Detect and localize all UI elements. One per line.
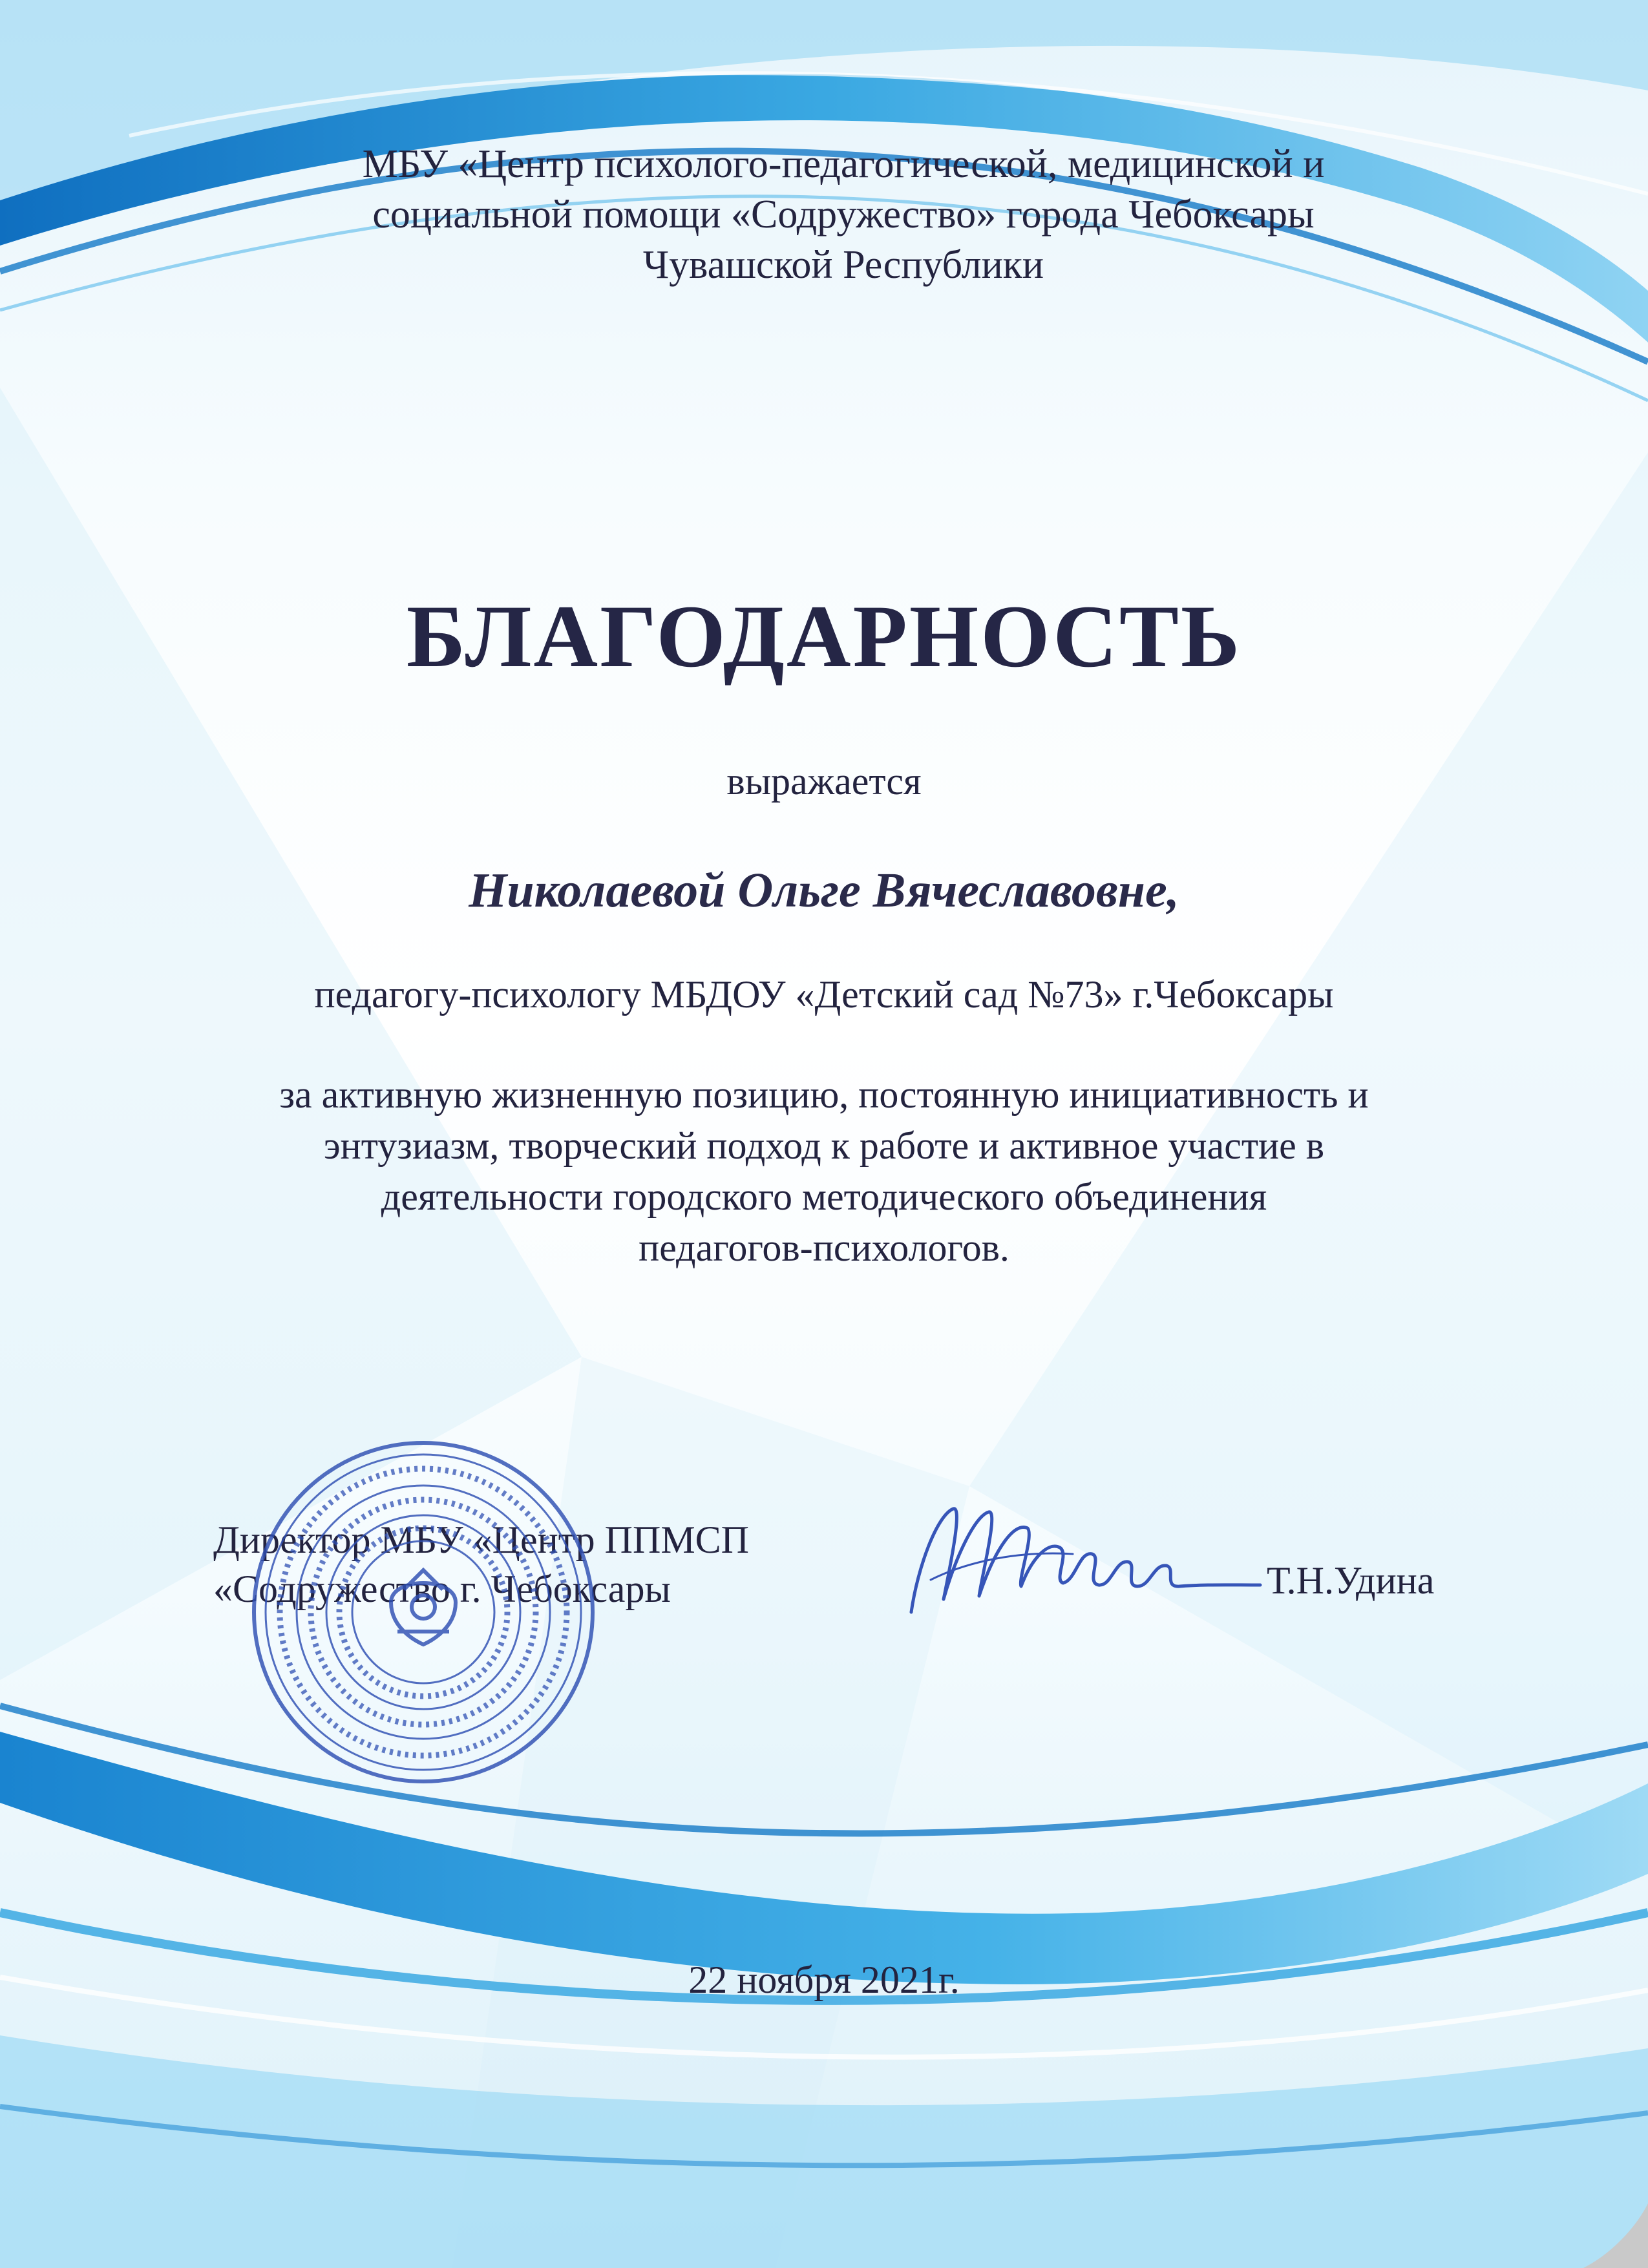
official-stamp-seal: [249, 1438, 598, 1787]
recipient-name: Николаевой Ольге Вячеславовне,: [469, 863, 1179, 918]
reason-line: энтузиазм, творческий подход к работе и активное участие в: [323, 1124, 1325, 1167]
intro-text: выражается: [726, 760, 922, 803]
award-reason: [194, 1069, 1454, 1274]
issue-date: 22 ноября 2021г.: [688, 1958, 960, 2001]
handwritten-signature: [892, 1489, 1267, 1632]
reason-line: педагогов-психологов.: [639, 1226, 1009, 1269]
recipient-position: педагогу-психологу МБДОУ «Детский сад №73» г.Чебоксары: [314, 973, 1334, 1016]
document-title: БЛАГОДАРНОСТЬ: [406, 587, 1242, 686]
reason-line: за активную жизненную позицию, постоянную инициативность и: [279, 1073, 1369, 1116]
reason-line: деятельности городского методического объединения: [381, 1175, 1267, 1218]
signatory-title-line: «Содружество г. Чебоксары: [213, 1568, 671, 1610]
signatory-name: Т.Н.Удина: [1267, 1559, 1435, 1602]
organization-line: МБУ «Центр психолого-педагогической, медицинской и: [362, 142, 1325, 186]
page-corner-curl-icon: [1570, 2203, 1648, 2268]
organization-header: [162, 139, 1525, 290]
organization-line: социальной помощи «Содружество» города Чебоксары: [372, 193, 1315, 236]
signatory-title-line: Директор МБУ «Центр ППМСП: [213, 1518, 750, 1561]
organization-line: Чувашской Республики: [642, 243, 1044, 287]
